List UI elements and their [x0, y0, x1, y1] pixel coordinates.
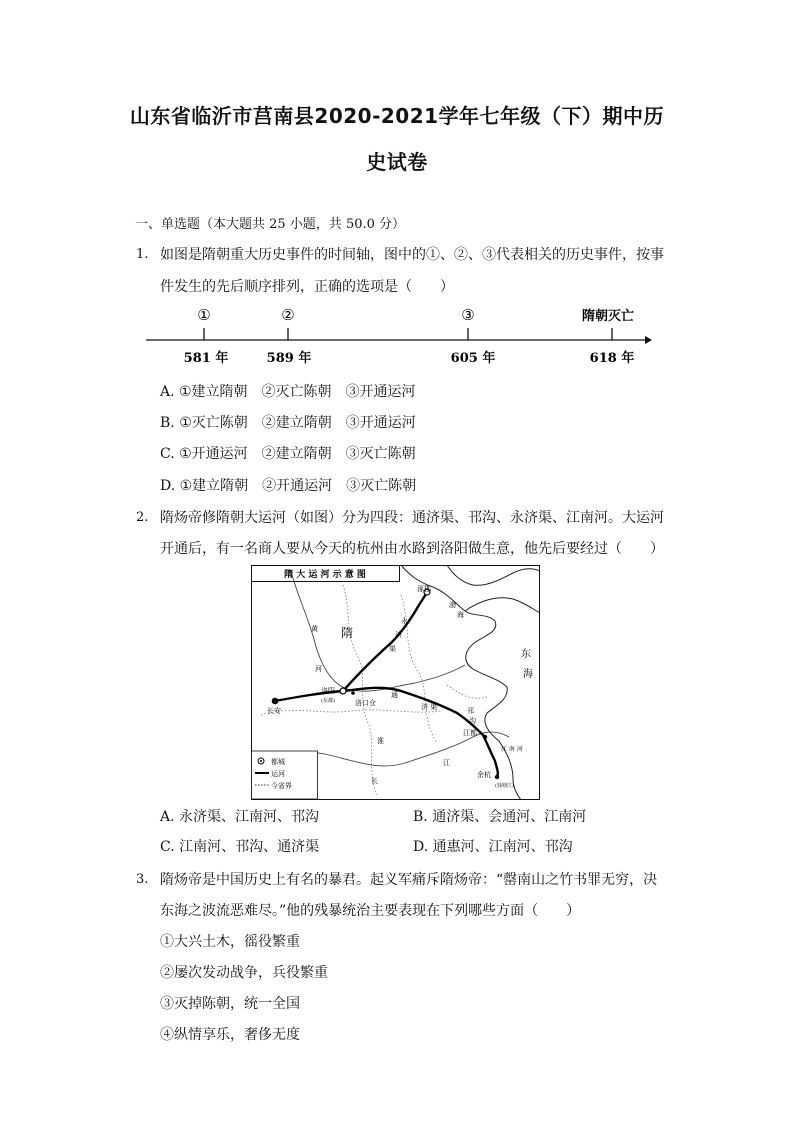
changan-city-marker	[272, 698, 279, 705]
label-luokoucang: 洛口仓	[355, 699, 376, 707]
timeline-year-1: 581 年	[183, 351, 229, 366]
label-bo: 渤	[449, 601, 456, 609]
label-qu: 渠	[389, 645, 396, 653]
label-huang: 黄	[311, 625, 318, 633]
question-2-text-line1: 隋炀帝修隋朝大运河（如图）分为四段：通济渠、邗沟、永济渠、江南河。大运河	[160, 510, 664, 526]
label-dongdu: (东都)	[321, 698, 335, 704]
label-jiangdu: 江都	[463, 729, 477, 737]
legend-capital-dot	[260, 760, 262, 762]
label-sui: 隋	[341, 626, 354, 640]
section-heading: 一、单选题（本大题共 25 小题，共 50.0 分）	[135, 217, 406, 232]
label-zhuojun: 涿郡	[417, 585, 431, 593]
timeline-year-4: 618 年	[589, 351, 635, 366]
exam-title-line1: 山东省临沂市莒南县2020-2021学年七年级（下）期中历	[129, 104, 665, 128]
question-3-item-3: ③灭掉陈朝，统一全国	[160, 996, 300, 1012]
luoyang-city-marker	[340, 688, 346, 694]
question-3-item-2: ②屡次发动战争，兵役繁重	[160, 965, 328, 981]
timeline-marker-4: 隋朝灭亡	[581, 309, 635, 324]
question-2-number: 2.	[136, 510, 149, 525]
label-luoyang: 洛阳	[321, 687, 335, 695]
label-tong: 通	[391, 691, 398, 699]
label-han: 邗	[467, 707, 474, 715]
label-hai2: 海	[523, 669, 533, 680]
question-3-text-line2: 东海之波流恶难尽。”他的残暴统治主要表现在下列哪些方面（ ）	[160, 903, 581, 919]
timeline-arrowhead	[645, 336, 652, 344]
question-1-text-line2: 件发生的先后顺序排列，正确的选项是（ ）	[160, 279, 454, 295]
exam-title-line2: 史试卷	[366, 150, 428, 174]
timeline-marker-2: ②	[281, 306, 295, 324]
timeline-year-2: 589 年	[266, 351, 312, 366]
label-jiqu: 济 渠	[421, 703, 438, 711]
label-ji: 济	[395, 631, 402, 639]
label-changan: 长安	[267, 707, 281, 715]
timeline-year-3: 605 年	[450, 351, 496, 366]
map-title: 隋 大 运 河 示 意 图	[284, 570, 366, 580]
label-gou: 沟	[469, 717, 476, 725]
label-huai: 淮	[377, 737, 384, 745]
question-2-option-a[interactable]: A. 永济渠、江南河、邗沟	[160, 809, 320, 825]
timeline-figure	[140, 300, 660, 370]
question-2-option-b[interactable]: B. 通济渠、会通河、江南河	[413, 809, 587, 825]
label-chang: 长	[371, 777, 378, 785]
legend-canal-label: 运河	[271, 770, 285, 778]
timeline-marker-1: ①	[197, 306, 211, 324]
jiangdu-city-marker	[483, 735, 487, 739]
grand-canal-map	[251, 565, 540, 800]
label-he: 河	[315, 665, 322, 673]
timeline-marker-3: ③	[461, 306, 475, 324]
label-dong: 东	[521, 649, 531, 660]
label-hai: 海	[457, 611, 464, 619]
question-1-number: 1.	[136, 247, 149, 262]
yuhang-city-marker	[495, 775, 499, 779]
question-3-text-line1: 隋炀帝是中国历史上有名的暴君。起义军痛斥隋炀帝：“罄南山之竹书罪无穷，决	[160, 872, 658, 888]
legend-border-label: 今省界	[271, 782, 292, 790]
question-1-option-a[interactable]: A. ①建立隋朝 ②灭亡陈朝 ③开通运河	[160, 384, 416, 400]
question-3-number: 3.	[136, 872, 149, 887]
label-yong: 永	[401, 617, 408, 625]
question-2-option-c[interactable]: C. 江南河、邗沟、通济渠	[160, 839, 320, 855]
question-2-option-d[interactable]: D. 通惠河、江南河、邗沟	[413, 839, 573, 855]
question-1-option-d[interactable]: D. ①建立隋朝 ②开通运河 ③灭亡陈朝	[160, 478, 417, 494]
label-qiantang: (钱塘江)	[495, 783, 514, 789]
question-1-text-line1: 如图是隋朝重大历史事件的时间轴，图中的①、②、③代表相关的历史事件，按事	[160, 247, 664, 263]
legend-capital-label: 都城	[271, 758, 285, 766]
question-1-option-b[interactable]: B. ①灭亡陈朝 ②建立隋朝 ③开通运河	[160, 415, 416, 431]
label-jiangnan: 江 南 河	[501, 746, 523, 753]
label-yuhang: 余杭	[477, 771, 491, 779]
question-1-option-c[interactable]: C. ①开通运河 ②建立隋朝 ③灭亡陈朝	[160, 446, 416, 462]
question-3-item-1: ①大兴土木，徭役繁重	[160, 934, 300, 950]
luokoucang-marker	[351, 691, 355, 695]
question-2-text-line2: 开通后，有一名商人要从今天的杭州由水路到洛阳做生意，他先后要经过（ ）	[160, 541, 664, 557]
question-3-item-4: ④纵情享乐，奢侈无度	[160, 1027, 300, 1043]
label-jiang: 江	[443, 759, 450, 767]
